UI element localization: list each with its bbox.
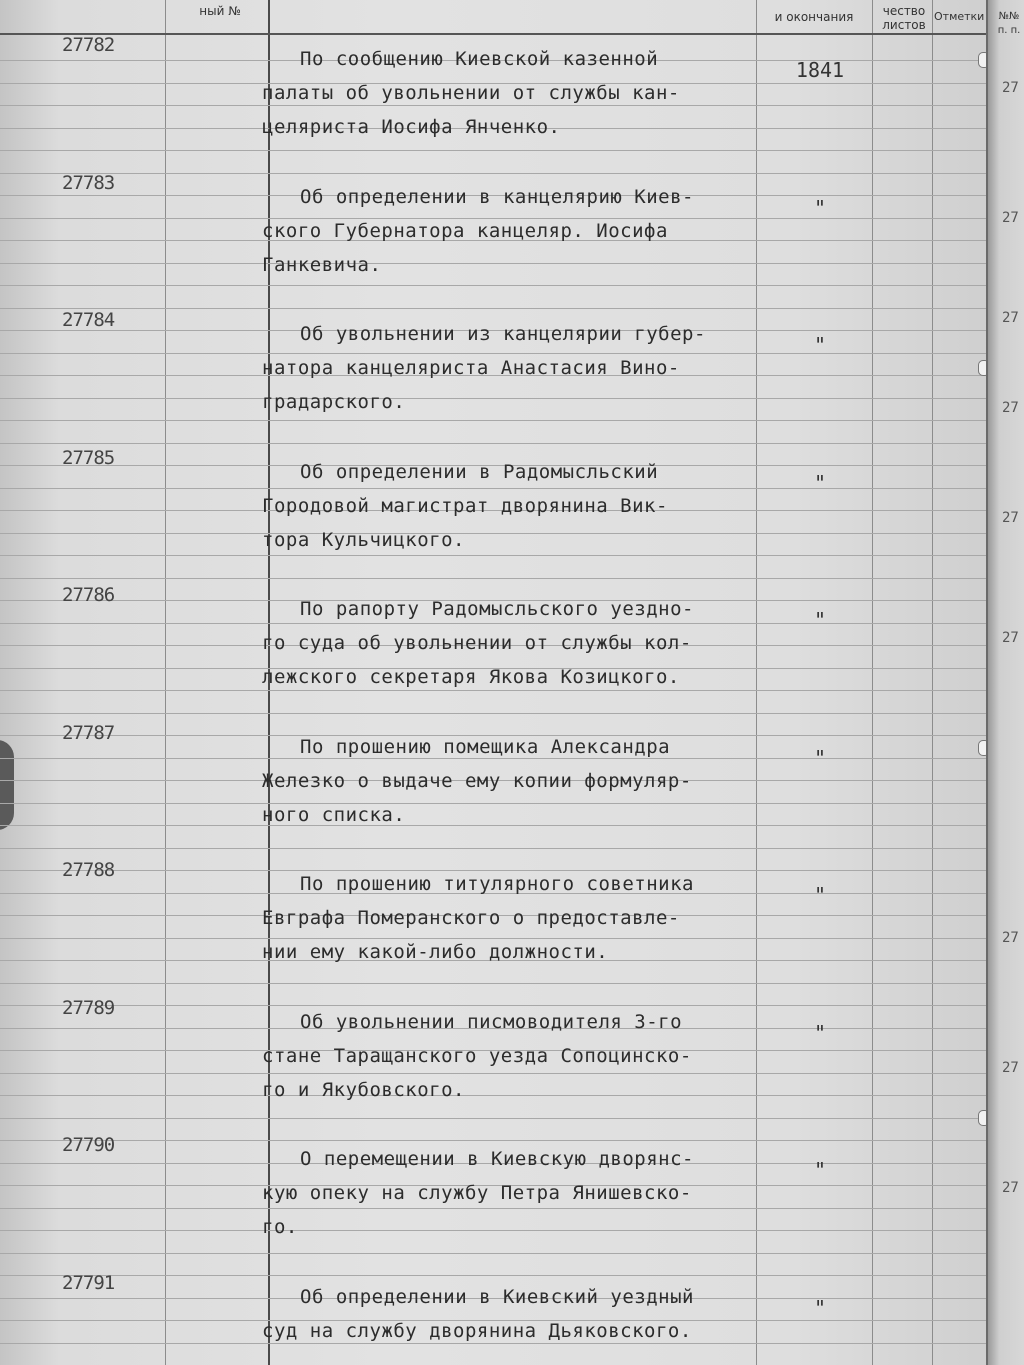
inventory-number: 27784: [62, 309, 115, 331]
inventory-number: 27782: [62, 34, 115, 56]
entry-line: По прошению титулярного советника: [300, 873, 694, 895]
next-page-number: 27: [1002, 930, 1019, 946]
ruled-line: [0, 443, 986, 444]
entry-line: Об определении в канцелярию Киев-: [300, 185, 694, 208]
ruled-line: [0, 578, 986, 579]
entry-line: ного списка.: [262, 803, 406, 826]
ruled-line: [0, 713, 986, 714]
entry-line: По сообщению Киевской казенной: [300, 48, 659, 70]
entry-date: ": [813, 1158, 827, 1182]
ruled-line: [0, 983, 986, 984]
entry-date: ": [813, 608, 827, 632]
entry-line: го суда об увольнении от службы кол-: [262, 632, 692, 654]
entry-line: По рапорту Радомысльского уездно-: [300, 598, 694, 620]
header-notes: Отметки: [934, 10, 985, 23]
next-page-edge: [986, 0, 1024, 1365]
entry-line: О перемещении в Киевскую дворянс-: [300, 1148, 694, 1170]
header-number: ный №: [199, 4, 241, 18]
entry-line: По прошению помещика Александра: [300, 735, 671, 758]
entry-line: суд на службу дворянина Дьяковского.: [262, 1319, 692, 1342]
entry-line: стане Таращанского уезда Сопоцинско-: [262, 1044, 692, 1067]
entry-line: Городовой магистрат дворянина Вик-: [262, 494, 668, 517]
entry-line: палаты об увольнении от службы кан-: [262, 82, 680, 104]
next-page-number: 27: [1002, 400, 1019, 416]
column-rule: [872, 0, 873, 1365]
next-page-number: 27: [1002, 510, 1019, 526]
entry-date: ": [813, 883, 827, 907]
inventory-number: 27791: [62, 1271, 115, 1294]
entry-line: Об определении в Киевский уездный: [300, 1285, 694, 1308]
next-page-number: 27: [1002, 210, 1019, 226]
entry-date: ": [813, 1020, 827, 1045]
inventory-number: 27789: [62, 996, 115, 1019]
header-sheets: чество листов: [882, 4, 926, 32]
ruled-line: [0, 150, 986, 151]
entry-line: тора Кульчицкого.: [262, 528, 465, 551]
entry-line: го.: [262, 1216, 298, 1238]
inventory-number: 27788: [62, 859, 115, 881]
inventory-number: 27790: [62, 1134, 115, 1156]
entry-date: 1841: [795, 58, 845, 82]
header-pp: №№ п. п.: [997, 11, 1021, 36]
inventory-number: 27783: [62, 171, 115, 194]
ruled-line: [0, 1253, 986, 1254]
entry-line: го и Якубовского.: [262, 1078, 465, 1101]
entry-line: нии ему какой-либо должности.: [262, 941, 609, 963]
entry-line: ского Губернатора канцеляр. Иосифа: [262, 219, 668, 242]
next-page-number: 27: [1002, 1060, 1019, 1076]
header-dates: и окончания: [774, 10, 854, 24]
entry-line: целяриста Иосифа Янченко.: [262, 116, 561, 138]
column-rule: [165, 0, 166, 1365]
ruled-line: [0, 848, 986, 849]
entry-line: Об определении в Радомысльский: [300, 460, 659, 483]
inventory-number: 27786: [62, 584, 115, 606]
inventory-number: 27787: [62, 721, 115, 744]
thumb-shadow: [0, 740, 14, 830]
next-page-number: 27: [1002, 1180, 1019, 1196]
entry-line: натора канцеляриста Анастасия Вино-: [262, 357, 680, 379]
entry-line: Железко о выдаче ему копии формуляр-: [262, 769, 692, 792]
ruled-line: [0, 420, 986, 421]
entry-date: ": [813, 1295, 827, 1320]
column-rule: [932, 0, 933, 1365]
entry-line: градарского.: [262, 391, 406, 413]
ruled-line: [0, 1118, 986, 1119]
next-page-number: 27: [1002, 310, 1019, 326]
ruled-line: [0, 285, 986, 286]
entry-line: кую опеку на службу Петра Янишевско-: [262, 1182, 692, 1204]
next-page-number: 27: [1002, 630, 1019, 646]
entry-date: ": [813, 745, 827, 770]
entry-date: ": [813, 470, 827, 495]
entry-line: лежского секретаря Якова Козицкого.: [262, 666, 680, 688]
entry-line: Об увольнении из канцелярии губер-: [300, 323, 706, 345]
entry-date: ": [813, 333, 827, 357]
next-page-number: 27: [1002, 80, 1019, 96]
entry-line: Ганкевича.: [262, 253, 382, 276]
entry-line: Об увольнении писмоводителя 3-го: [300, 1010, 683, 1033]
entry-line: Евграфа Померанского о предоставле-: [262, 907, 680, 929]
entry-date: ": [813, 195, 827, 220]
inventory-number: 27785: [62, 446, 115, 469]
